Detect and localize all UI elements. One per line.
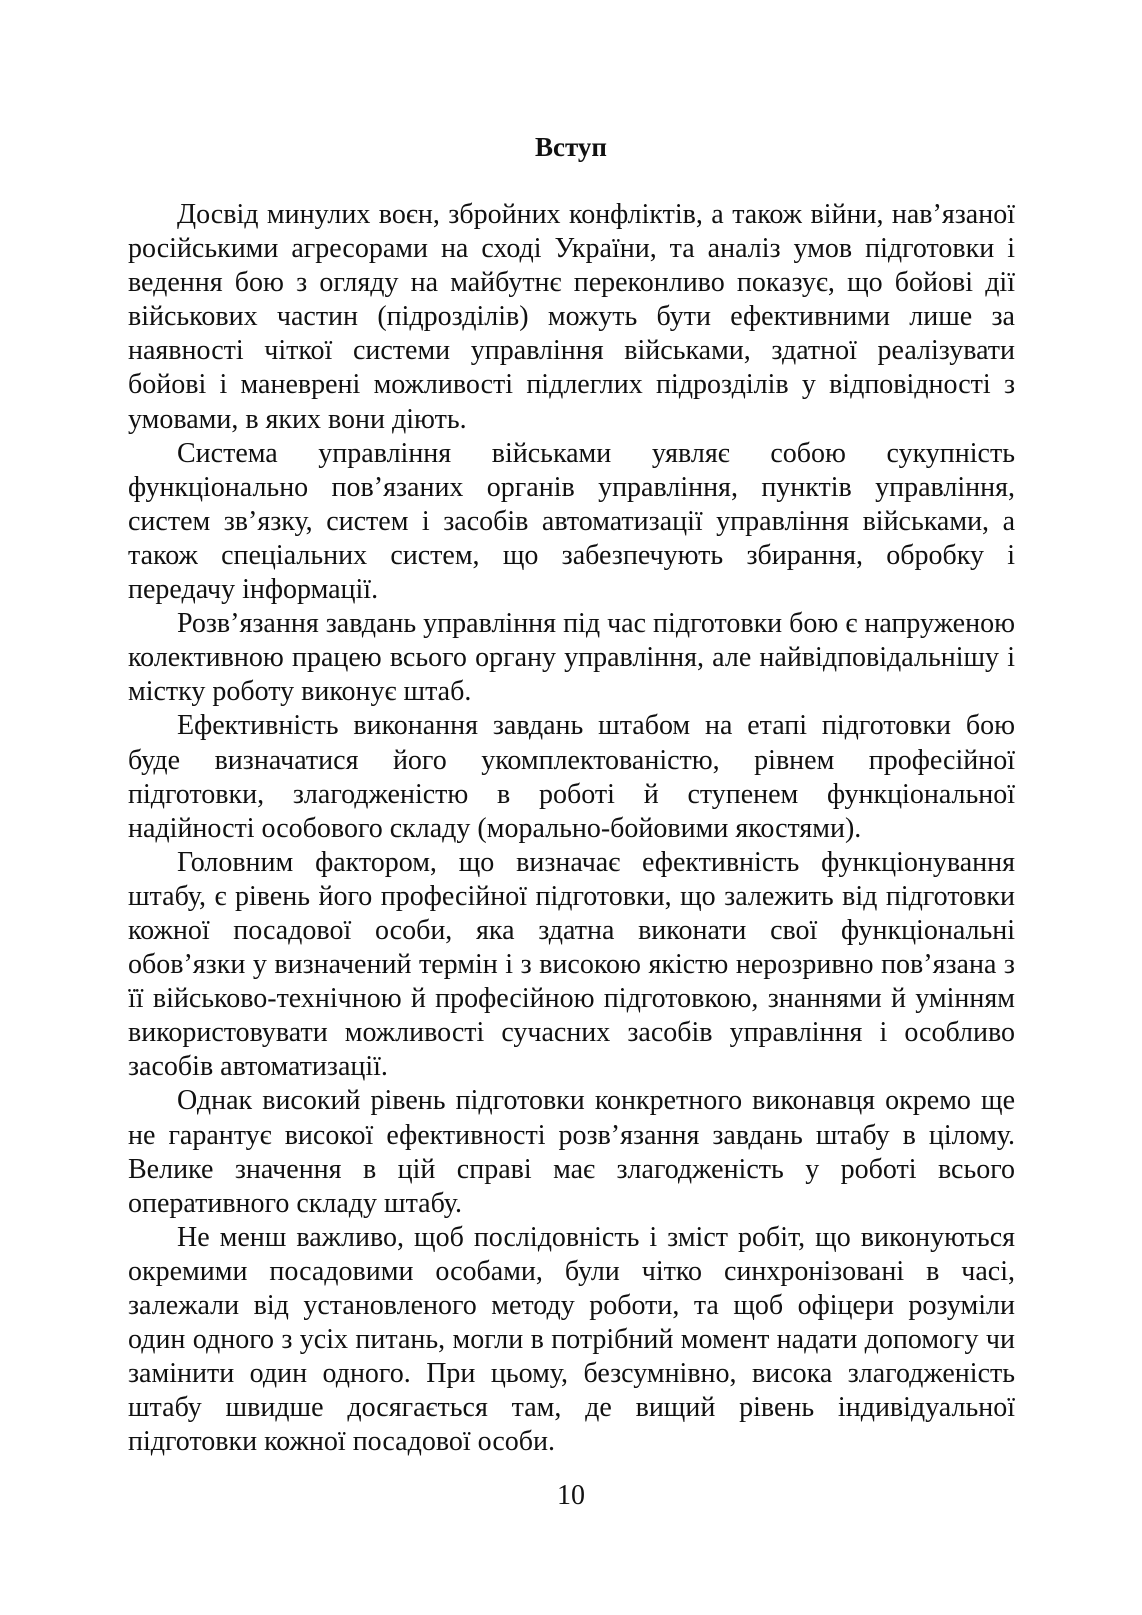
paragraph-3: Розв’язання завдань управління під час підготовки бою є напруженою колективною працею всього органу управління, але найвідповідальнішу і містку роботу виконує штаб. (128, 608, 1015, 708)
paragraph-7: Не менш важливо, щоб послідовність і зміст робіт, що виконуються окремими посадовими особами, були чітко синхронізовані в часі, залежали від установленого методу роботи, та щоб офіцери розуміли один одного з усіх питань, могли в потрібний момент надати допомогу чи замінити один одного. При цьому, безсумнівно, висока злагодженість штабу швидше досягається там, де вищий рівень індивідуальної підготовки кожної посадової особи. (128, 1221, 1015, 1458)
body-text (128, 198, 1015, 1459)
page-title: Вступ (535, 132, 607, 162)
page-number: 10 (557, 1480, 585, 1511)
paragraph-5: Головним фактором, що визначає ефективність функціонування штабу, є рівень його професійної підготовки, що залежить від підготовки кожної посадової особи, яка здатна виконати свої функціональні обов’язки у визначений термін і з високою якістю нерозривно пов’язана з її військово-технічною й професійною підготовкою, знаннями й умінням використовувати можливості сучасних засобів управління і особливо засобів автоматизації. (128, 846, 1015, 1083)
paragraph-1: Досвід минулих воєн, збройних конфліктів, а також війни, нав’язаної російськими агресорами на сході України, та аналіз умов підготовки і ведення бою з огляду на майбутнє переконливо показує, що бойові дії військових частин (підрозділів) можуть бути ефективними лише за наявності чіткої системи управління військами, здатної реалізувати бойові і маневрені можливості підлеглих підрозділів у відповідності з умовами, в яких вони діють. (128, 199, 1015, 435)
paragraph-2: Система управління військами уявляє собою сукупність функціонально пов’язаних органів управління, пунктів управління, систем зв’язку, систем і засобів автоматизації управління військами, а також спеціальних систем, що забезпечують збирання, обробку і передачу інформації. (128, 437, 1015, 606)
paragraph-6: Однак високий рівень підготовки конкретного виконавця окремо ще не гарантує високої ефективності розв’язання завдань штабу в цілому. Велике значення в цій справі має злагодженість у роботі всього оперативного складу штабу. (128, 1085, 1015, 1219)
paragraph-4: Ефективність виконання завдань штабом на етапі підготовки бою буде визначатися його укомплектованістю, рівнем професійної підготовки, злагодженістю в роботі й ступенем функціональної надійності особового складу (морально-бойовими якостями). (128, 710, 1015, 844)
